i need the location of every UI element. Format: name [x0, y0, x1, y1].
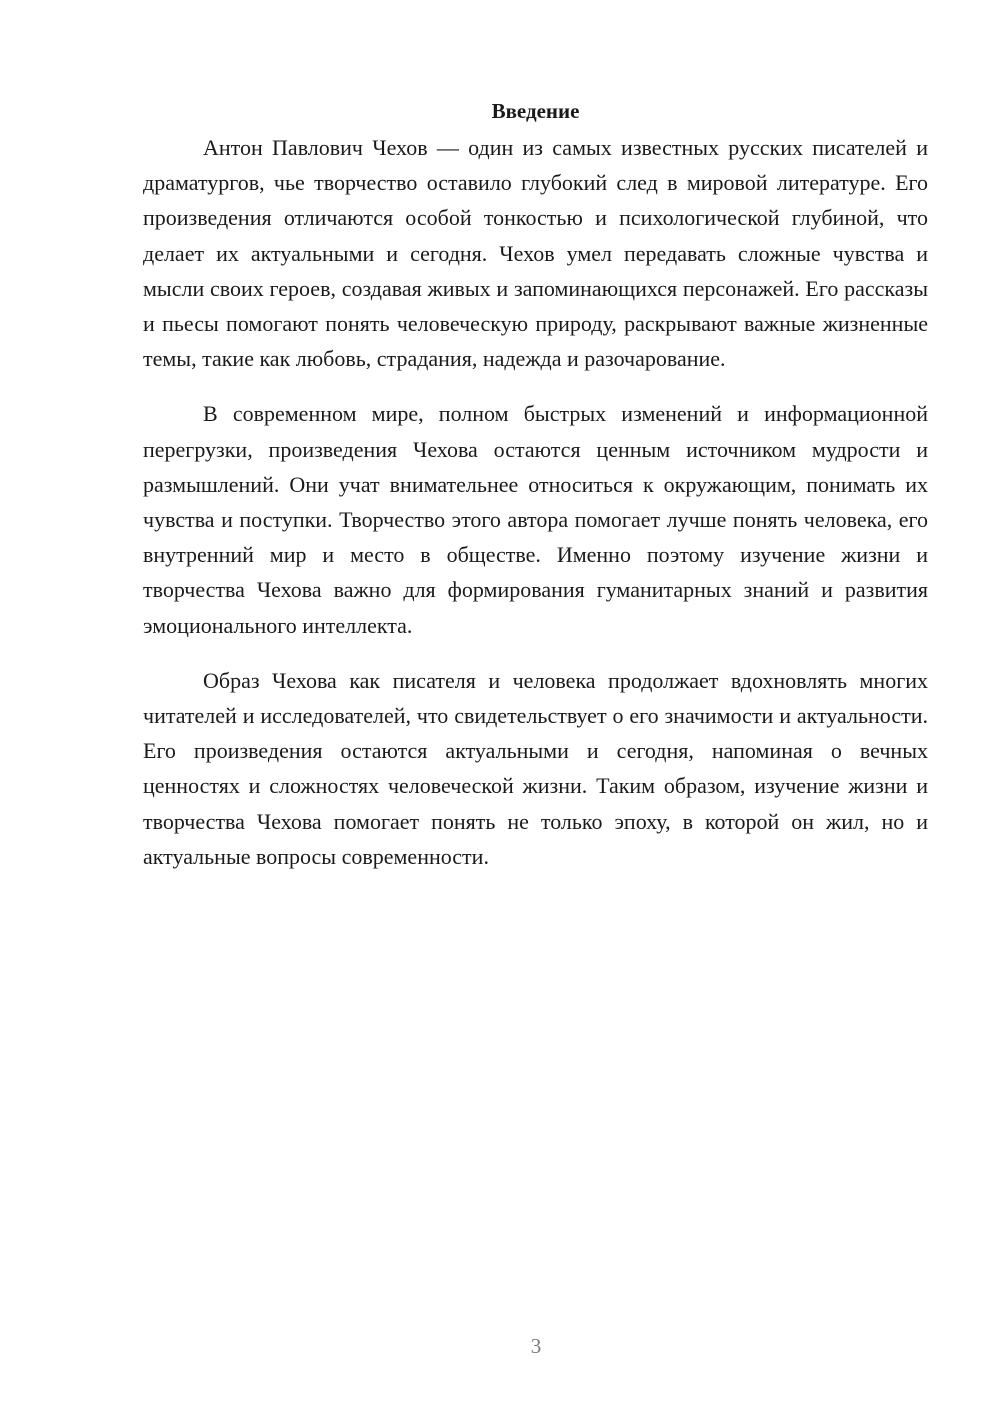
page-number: 3 — [530, 1334, 542, 1358]
section-title: Введение — [491, 99, 580, 123]
page-content — [143, 96, 928, 894]
paragraph-1: Антон Павлович Чехов — один из самых известных русских писателей и драматургов, чье творчество оставило глубокий след в мировой литературе. Его произведения отличаются особой тонкостью и психологической глубиной, что делает их актуальными и сегодня. Чехов умел передавать сложные чувства и мысли своих героев, создавая живых и запоминающихся персонажей. Его рассказы и пьесы помогают понять человеческую природу, раскрывают важные жизненные темы, такие как любовь, страдания, надежда и разочарование. — [143, 135, 928, 372]
paragraph-2: В современном мире, полном быстрых изменений и информационной перегрузки, произведения Чехова остаются ценным источником мудрости и размышлений. Они учат внимательнее относиться к окружающим, понимать их чувства и поступки. Творчество этого автора помогает лучше понять человека, его внутренний мир и место в обществе. Именно поэтому изучение жизни и творчества Чехова важно для формирования гуманитарных знаний и развития эмоционального интеллекта. — [143, 401, 928, 638]
paragraph-3: Образ Чехова как писателя и человека продолжает вдохновлять многих читателей и исследователей, что свидетельствует о его значимости и актуальности. Его произведения остаются актуальными и сегодня, напоминая о вечных ценностях и сложностях человеческой жизни. Таким образом, изучение жизни и творчества Чехова помогает понять не только эпоху, в которой он жил, но и актуальные вопросы современности. — [143, 667, 928, 869]
